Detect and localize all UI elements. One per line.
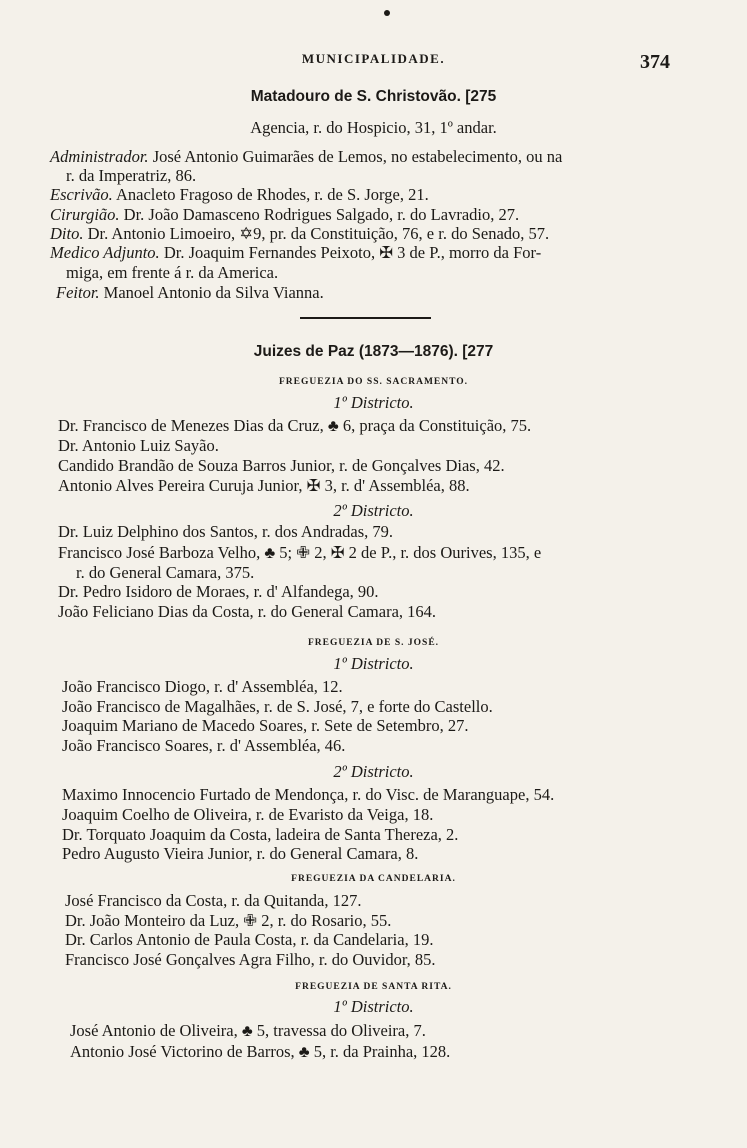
parish-heading: FREGUEZIA DE SANTA RITA. [295,982,452,992]
entry-text: Dr. João Damasceno Rodrigues Salgado, r. do Lavradio, 27. [119,205,520,224]
list-item: Dr. João Monteiro da Luz, ✙ 2, r. do Rosario, 55. [65,911,392,930]
section-heading-matadouro: Matadouro de S. Christovão. [275 [250,88,497,105]
list-item: João Francisco de Magalhães, r. de S. José, 7, e forte do Castello. [62,697,493,716]
list-item: Maximo Innocencio Furtado de Mendonça, r. do Visc. de Maranguape, 54. [62,785,555,804]
list-item: Dr. Luiz Delphino dos Santos, r. dos Andradas, 79. [58,522,394,541]
entry-role: Medico Adjunto. [50,243,160,262]
list-item: Dr. Antonio Luiz Sayão. [58,436,219,455]
list-item: Dr. Pedro Isidoro de Moraes, r. d' Alfandega, 90. [58,582,379,601]
entry-text: Dr. Joaquim Fernandes Peixoto, ✠ 3 de P., morro da For- [159,243,542,262]
entry-line [66,166,196,186]
parish-heading: FREGUEZIA DE S. JOSÉ. [307,638,440,648]
district-heading: 1º Districto. [333,654,414,673]
entry-text: r. da Imperatriz, 86. [66,166,197,185]
parish-heading: FREGUEZIA DO SS. SACRAMENTO. [278,377,469,387]
list-item: Dr. Francisco de Menezes Dias da Cruz, ♣ 6, praça da Constituição, 75. [58,416,532,435]
list-item: Antonio Alves Pereira Curuja Junior, ✠ 3, r. d' Assembléa, 88. [58,476,470,495]
list-item: João Francisco Diogo, r. d' Assembléa, 12. [62,677,343,696]
district-heading: 2º Districto. [333,501,414,520]
entry-role: Dito. [50,224,84,243]
entry-text: Manoel Antonio da Silva Vianna. [99,283,324,302]
entry-role: Feitor. [56,283,100,302]
list-item: Joaquim Coelho de Oliveira, r. de Evaristo da Veiga, 18. [62,805,434,824]
list-item: Antonio José Victorino de Barros, ♣ 5, r. da Prainha, 128. [70,1042,451,1061]
section-heading-juizes: Juizes de Paz (1873—1876). [277 [253,343,494,360]
list-item: João Francisco Soares, r. d' Assembléa, 46. [62,736,346,755]
page-number: 374 [640,51,670,73]
section-divider [300,317,431,319]
list-item: Francisco José Gonçalves Agra Filho, r. do Ouvidor, 85. [65,950,436,969]
entry-line [50,224,549,244]
entry-role: Escrivão. [50,185,113,204]
entry-text: miga, em frente á r. da America. [66,263,279,282]
list-item: Joaquim Mariano de Macedo Soares, r. Sete de Setembro, 27. [62,716,469,735]
list-item: Dr. Carlos Antonio de Paula Costa, r. da Candelaria, 19. [65,930,434,949]
entry-line [66,263,278,283]
list-item: Francisco José Barboza Velho, ♣ 5; ✙ 2, ✠ 2 de P., r. dos Ourives, 135, e [58,543,542,562]
parish-heading: FREGUEZIA DA CANDELARIA. [291,874,456,884]
list-item: Candido Brandão de Souza Barros Junior, r. de Gonçalves Dias, 42. [58,456,505,475]
district-heading: 2º Districto. [333,762,414,781]
page-title: MUNICIPALIDADE. [301,51,446,66]
list-item: r. do General Camara, 375. [76,563,255,582]
entry-text: José Antonio Guimarães de Lemos, no estabelecimento, ou na [148,147,563,166]
section-address: Agencia, r. do Hospicio, 31, 1º andar. [250,118,497,137]
list-item: José Francisco da Costa, r. da Quitanda, 127. [65,891,362,910]
district-heading: 1º Districto. [333,393,414,412]
district-heading: 1º Districto. [333,997,414,1016]
list-item: João Feliciano Dias da Costa, r. do General Camara, 164. [58,602,437,621]
entry-line [50,243,541,263]
entry-line [56,283,324,303]
entry-role: Administrador. [50,147,149,166]
entry-line [50,147,562,167]
entry-role: Cirurgião. [50,205,120,224]
entry-text: Dr. Antonio Limoeiro, ✡9, pr. da Constituição, 76, e r. do Senado, 57. [83,224,550,243]
list-item: Dr. Torquato Joaquim da Costa, ladeira de Santa Thereza, 2. [62,825,459,844]
entry-text: Anacleto Fragoso de Rhodes, r. de S. Jorge, 21. [112,185,429,204]
list-item: José Antonio de Oliveira, ♣ 5, travessa do Oliveira, 7. [70,1021,426,1040]
entry-line [50,185,429,205]
ink-dot [384,10,390,16]
entry-line [50,205,519,225]
list-item: Pedro Augusto Vieira Junior, r. do General Camara, 8. [62,844,419,863]
